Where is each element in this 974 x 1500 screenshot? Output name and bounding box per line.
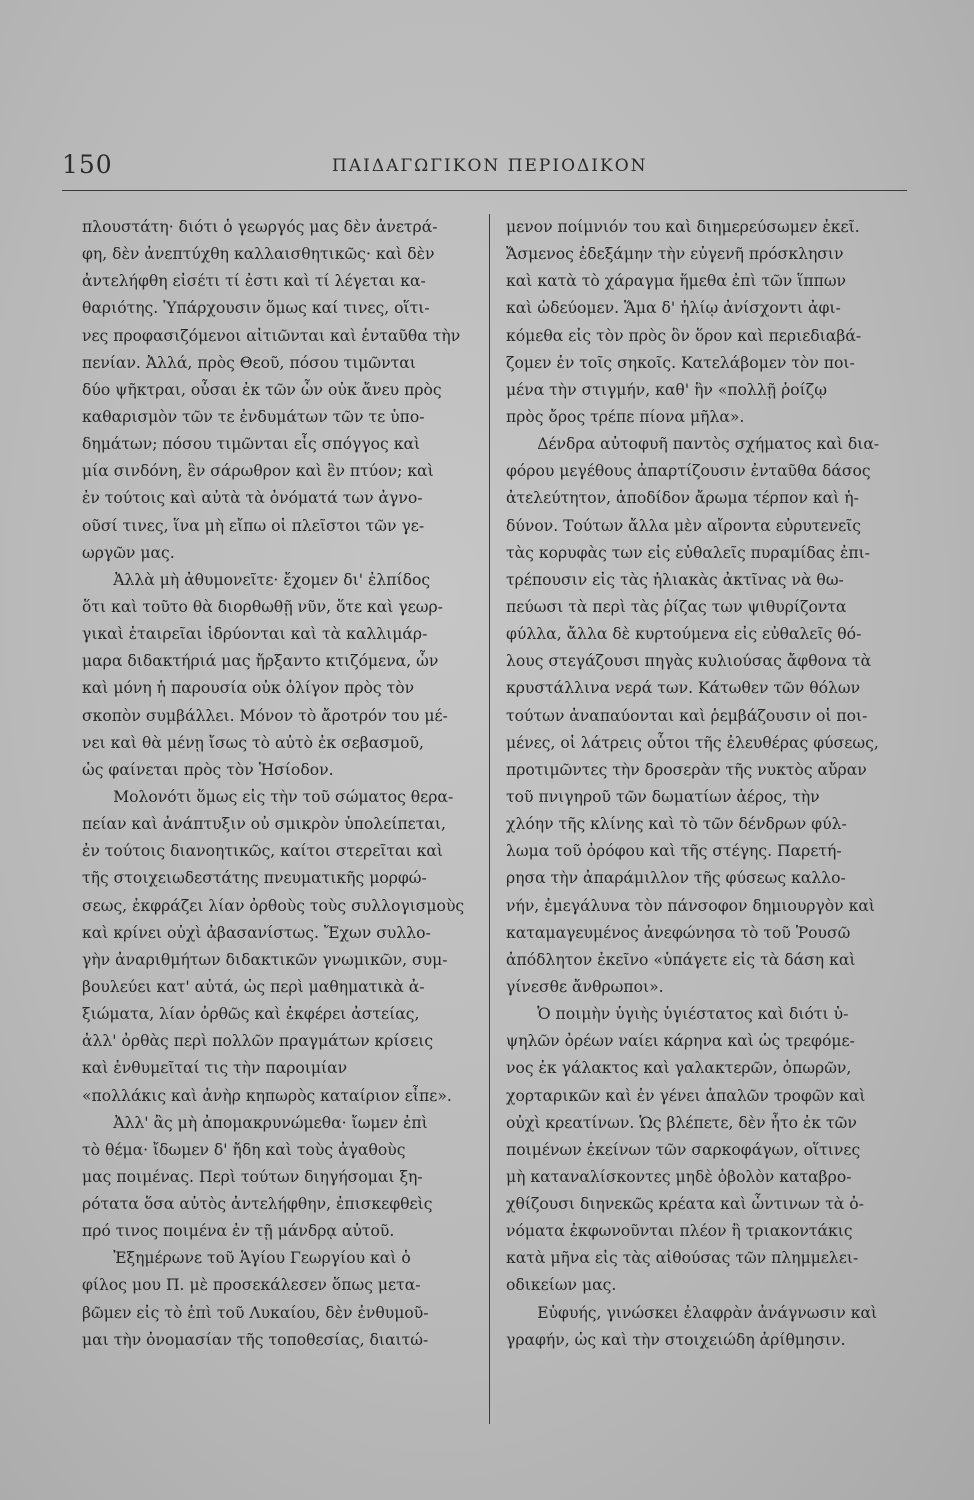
right-column-line: οδικείων μας. (506, 1276, 617, 1295)
left-column-line: πρό τινος ποιμένα ἐν τῇ μάνδρᾳ αὐτοῦ. (82, 1222, 395, 1241)
left-column-line: βουλεύει κατ' αὐτά, ὡς περὶ μαθηματικὰ ἀ- (82, 977, 425, 996)
left-column-line: Ἀλλὰ μὴ ἀθυμονεῖτε· ἔχομεν δι' ἐλπίδος (82, 570, 431, 589)
right-column-line: τρέπουσιν εἰς τὰς ἡλιακὰς ἀκτῖνας νὰ θω- (506, 570, 844, 589)
right-column-line: νήν, ἐμεγάλυνα τὸν πάνσοφον δημιουργὸν καὶ (506, 896, 876, 915)
left-column-line: μία σινδόνη, ἓν σάρωθρον καὶ ἓν πτύον; καὶ (82, 462, 434, 481)
left-column-line: φίλος μου Π. μὲ προσεκάλεσεν ὅπως μετα- (82, 1276, 421, 1295)
right-column-line: Δένδρα αὐτοφυῆ παντὸς σχήματος καὶ δια- (506, 435, 880, 454)
right-column-line: Εὐφυής, γινώσκει ἐλαφρὰν ἀνάγνωσιν καὶ (506, 1303, 878, 1322)
left-column-line: δημάτων; πόσου τιμῶνται εἷς σπόγγος καὶ (82, 435, 421, 454)
right-column-line: κατὰ μῆνα εἰς τὰς αἰθούσας τῶν πλημμελει- (506, 1249, 859, 1268)
left-column-line: νει καὶ θὰ μένῃ ἴσως τὸ αὐτὸ ἐκ σεβασμοῦ, (82, 733, 424, 752)
right-column-line: ἀτελεύτητον, ἀποδίδον ἄρωμα τέρπον καὶ ἡ- (506, 489, 859, 508)
right-column-line: μενον ποίμνιόν του καὶ διημερεύσωμεν ἐκεῖ. (506, 218, 860, 236)
left-column-line: Μολονότι ὅμως εἰς τὴν τοῦ σώματος θερα- (82, 787, 454, 806)
left-column-line: οῦσί τινες, ἵνα μὴ εἴπω οἱ πλεῖστοι τῶν γε- (82, 516, 425, 535)
left-column-line: μαι τὴν ὀνομασίαν τῆς τοποθεσίας, διαιτώ- (82, 1330, 429, 1349)
left-column (82, 214, 476, 1354)
right-column-line: λους στεγάζουσι πηγὰς κυλιούσας ἄφθονα τὰ (506, 652, 872, 671)
right-column-line: δύνον. Τούτων ἄλλα μὲν αἴροντα εὐρυτενεῖς (506, 516, 862, 535)
right-column-line: νος ἐκ γάλακτος καὶ γαλακτερῶν, ὀπωρῶν, (506, 1059, 852, 1078)
right-column-line: τούτων ἀναπαύονται καὶ ῥεμβάζουσιν οἱ ποι- (506, 706, 868, 725)
left-column-line: δύο ψῆκτραι, οὖσαι ἐκ τῶν ὧν οὐκ ἄνευ πρὸς (82, 380, 442, 399)
left-column-line: καθαρισμὸν τῶν τε ἐνδυμάτων τῶν τε ὑπο- (82, 407, 425, 426)
right-column-line: ψηλῶν ὀρέων ναίει κάρηνα καὶ ὡς τρεφόμε- (506, 1032, 855, 1051)
left-column-line: γικαὶ ἑταιρεῖαι ἱδρύονται καὶ τὰ καλλιμάρ- (82, 625, 428, 644)
left-column-line: πλουστάτη· διότι ὁ γεωργός μας δὲν ἀνετρά- (82, 218, 438, 236)
left-column-line: καὶ μόνη ἡ παρουσία οὐκ ὀλίγον πρὸς τὸν (82, 679, 415, 698)
right-column-line: καὶ κατὰ τὸ χάραγμα ἥμεθα ἐπὶ τῶν ἵππων (506, 272, 847, 291)
left-column-line: Ἐξημέρωνε τοῦ Ἁγίου Γεωργίου καὶ ὁ (82, 1249, 411, 1268)
right-column-line: γραφήν, ὡς καὶ τὴν στοιχειώδη ἀρίθμησιν. (506, 1330, 846, 1349)
left-column-line: πείαν καὶ ἀνάπτυξιν οὐ σμικρὸν ὑπολείπεται, (82, 815, 446, 834)
column-rule (489, 214, 490, 1424)
left-column-line: ἀλλ' ὀρθὰς περὶ πολλῶν πραγμάτων κρίσεις (82, 1032, 434, 1051)
page-header (62, 150, 907, 190)
left-column-line: μας ποιμένας. Περὶ τούτων διηγήσομαι ξη- (82, 1167, 423, 1186)
left-column-line: ὅτι καὶ τοῦτο θὰ διορθωθῇ νῦν, ὅτε καὶ γεωρ- (82, 597, 443, 616)
right-column-line: κόμεθα εἰς τὸν πρὸς ὃν ὅρον καὶ περιεδιαβά- (506, 326, 862, 345)
right-column (506, 214, 918, 1354)
left-column-line: «πολλάκις καὶ ἀνὴρ κηπωρὸς καταίριον εἶπε». (82, 1086, 452, 1105)
right-column-line: πρὸς ὄρος τρέπε πίονα μῆλα». (506, 407, 745, 426)
right-column-line: οὐχὶ κρεατίνων. Ὡς βλέπετε, δὲν ἦτο ἐκ τῶν (506, 1113, 857, 1132)
right-column-line: χορταρικῶν καὶ ἐν γένει ἁπαλῶν τροφῶν καὶ (506, 1086, 866, 1105)
left-column-line: καὶ ἐνθυμεῖταί τις τὴν παροιμίαν (82, 1059, 348, 1078)
right-column-line: γίνεσθε ἄνθρωποι». (506, 977, 664, 996)
right-column-line: μὴ καταναλίσκοντες μηδὲ ὀβολὸν καταβρο- (506, 1167, 852, 1186)
left-column-line: ἐν τούτοις καὶ αὐτὰ τὰ ὀνόματά των ἀγνο- (82, 489, 423, 508)
right-column-line: ρησα τὴν ἀπαράμιλλον τῆς φύσεως καλλο- (506, 869, 846, 888)
left-column-line: τῆς στοιχειωδεστάτης πνευματικῆς μορφώ- (82, 869, 427, 888)
left-column-line: βῶμεν εἰς τὸ ἐπὶ τοῦ Λυκαίου, δὲν ἐνθυμοῦ- (82, 1303, 429, 1322)
right-column-line: καὶ ὡδεύομεν. Ἅμα δ' ἡλίῳ ἀνίσχοντι ἀφι- (506, 299, 841, 318)
left-column-line: καὶ κρίνει οὐχὶ ἀβασανίστως. Ἔχων συλλο- (82, 923, 431, 942)
right-column-line: τοῦ πνιγηροῦ τῶν δωματίων ἀέρος, τὴν (506, 787, 820, 806)
right-column-line: φύλλα, ἄλλα δὲ κυρτούμενα εἰς εὐθαλεῖς θό- (506, 625, 862, 644)
right-column-line: καταμαγευμένος ἀνεφώνησα τὸ τοῦ Ῥουσῶ (506, 923, 851, 942)
left-column-line: φη, δὲν ἀνεπτύχθη καλλαισθητικῶς· καὶ δὲν (82, 245, 435, 264)
right-column-line: μένες, οἱ λάτρεις οὗτοι τῆς ἐλευθέρας φύσεως, (506, 733, 879, 752)
right-column-line: μένα τὴν στιγμήν, καθ' ἣν «πολλῇ ῥοίζῳ (506, 380, 827, 399)
right-column-line: Ἄσμενος ἐδεξάμην τὴν εὐγενῆ πρόσκλησιν (506, 245, 844, 264)
right-column-line: φόρου μεγέθους ἀπαρτίζουσιν ἐνταῦθα δάσος (506, 462, 871, 481)
right-column-line: τὰς κορυφὰς των εἰς εὐθαλεῖς πυραμίδας ἐπι- (506, 543, 870, 562)
left-column-line: γὴν ἀναριθμήτων διδακτικῶν γνωμικῶν, συμ- (82, 950, 448, 969)
right-column-line: ποιμένων ἐκείνων τῶν σαρκοφάγων, οἵτινες (506, 1140, 861, 1159)
right-column-line: λωμα τοῦ ὀρόφου καὶ τῆς στέγης. Παρετή- (506, 842, 842, 861)
page-number: 150 (62, 150, 113, 179)
right-column-line: χθίζουσι διηνεκῶς κρέατα καὶ ὧντινων τὰ ὀ- (506, 1195, 864, 1214)
left-column-line: ἐν τούτοις διανοητικῶς, καίτοι στερεῖται καὶ (82, 842, 444, 861)
header-rule (62, 190, 907, 191)
left-column-line: πενίαν. Ἀλλά, πρὸς Θεοῦ, πόσου τιμῶνται (82, 353, 416, 372)
left-column-line: ἀντελήφθη εἰσέτι τί ἐστι καὶ τί λέγεται κα- (82, 272, 426, 291)
right-column-line: πεύωσι τὰ περὶ τὰς ῥίζας των ψιθυρίζοντα (506, 597, 847, 616)
left-column-line: μαρα διδακτήριά μας ἤρξαντο κτιζόμενα, ὧν (82, 652, 439, 671)
left-column-line: ωργῶν μας. (82, 543, 175, 562)
left-column-line: σεως, ἐκφράζει λίαν ὀρθοὺς τοὺς συλλογισμοὺς (82, 896, 465, 915)
right-column-line: Ὁ ποιμὴν ὑγιὴς ὑγιέστατος καὶ διότι ὑ- (506, 1005, 849, 1024)
right-column-line: ἀπόδλητον ἐκεῖνο «ὑπάγετε εἰς τὰ δάση καὶ (506, 950, 856, 969)
running-title: ΠΑΙΔΑΓΩΓΙΚΟΝ ΠΕΡΙΟΔΙΚΟΝ (332, 156, 648, 176)
left-column-line: ὡς φαίνεται πρὸς τὸν Ἡσίοδον. (82, 760, 334, 779)
left-column-line: σκοπὸν συμβάλλει. Μόνον τὸ ἄροτρόν του μέ- (82, 706, 448, 725)
right-column-line: χλόην τῆς κλίνης καὶ τὸ τῶν δένδρων φύλ- (506, 815, 847, 834)
right-column-line: προτιμῶντες τὴν δροσερὰν τῆς νυκτὸς αὔραν (506, 760, 867, 779)
right-column-line: ζομεν ἐν τοῖς σηκοῖς. Κατελάβομεν τὸν ποι- (506, 353, 855, 372)
right-column-line: κρυστάλλινα νερά των. Κάτωθεν τῶν θόλων (506, 679, 861, 698)
left-column-line: ρότατα ὅσα αὐτὸς ἀντελήφθην, ἐπισκεφθεὶς (82, 1195, 433, 1214)
left-column-line: ξιώματα, λίαν ὀρθῶς καὶ ἐκφέρει ἀστείας, (82, 1005, 420, 1024)
left-column-line: Ἀλλ' ἂς μὴ ἀπομακρυνώμεθα· ἴωμεν ἐπὶ (82, 1113, 428, 1132)
right-column-line: νόματα ἐκφωνοῦνται πλέον ἢ τριακοντάκις (506, 1222, 853, 1241)
left-column-line: τὸ θέμα· ἴδωμεν δ' ἤδη καὶ τοὺς ἀγαθοὺς (82, 1140, 406, 1159)
left-column-line: θαριότης. Ὑπάρχουσιν ὅμως καί τινες, οἵτι- (82, 299, 430, 318)
left-column-line: νες προφασιζόμενοι αἰτιῶνται καὶ ἐνταῦθα τὴν (82, 326, 461, 345)
